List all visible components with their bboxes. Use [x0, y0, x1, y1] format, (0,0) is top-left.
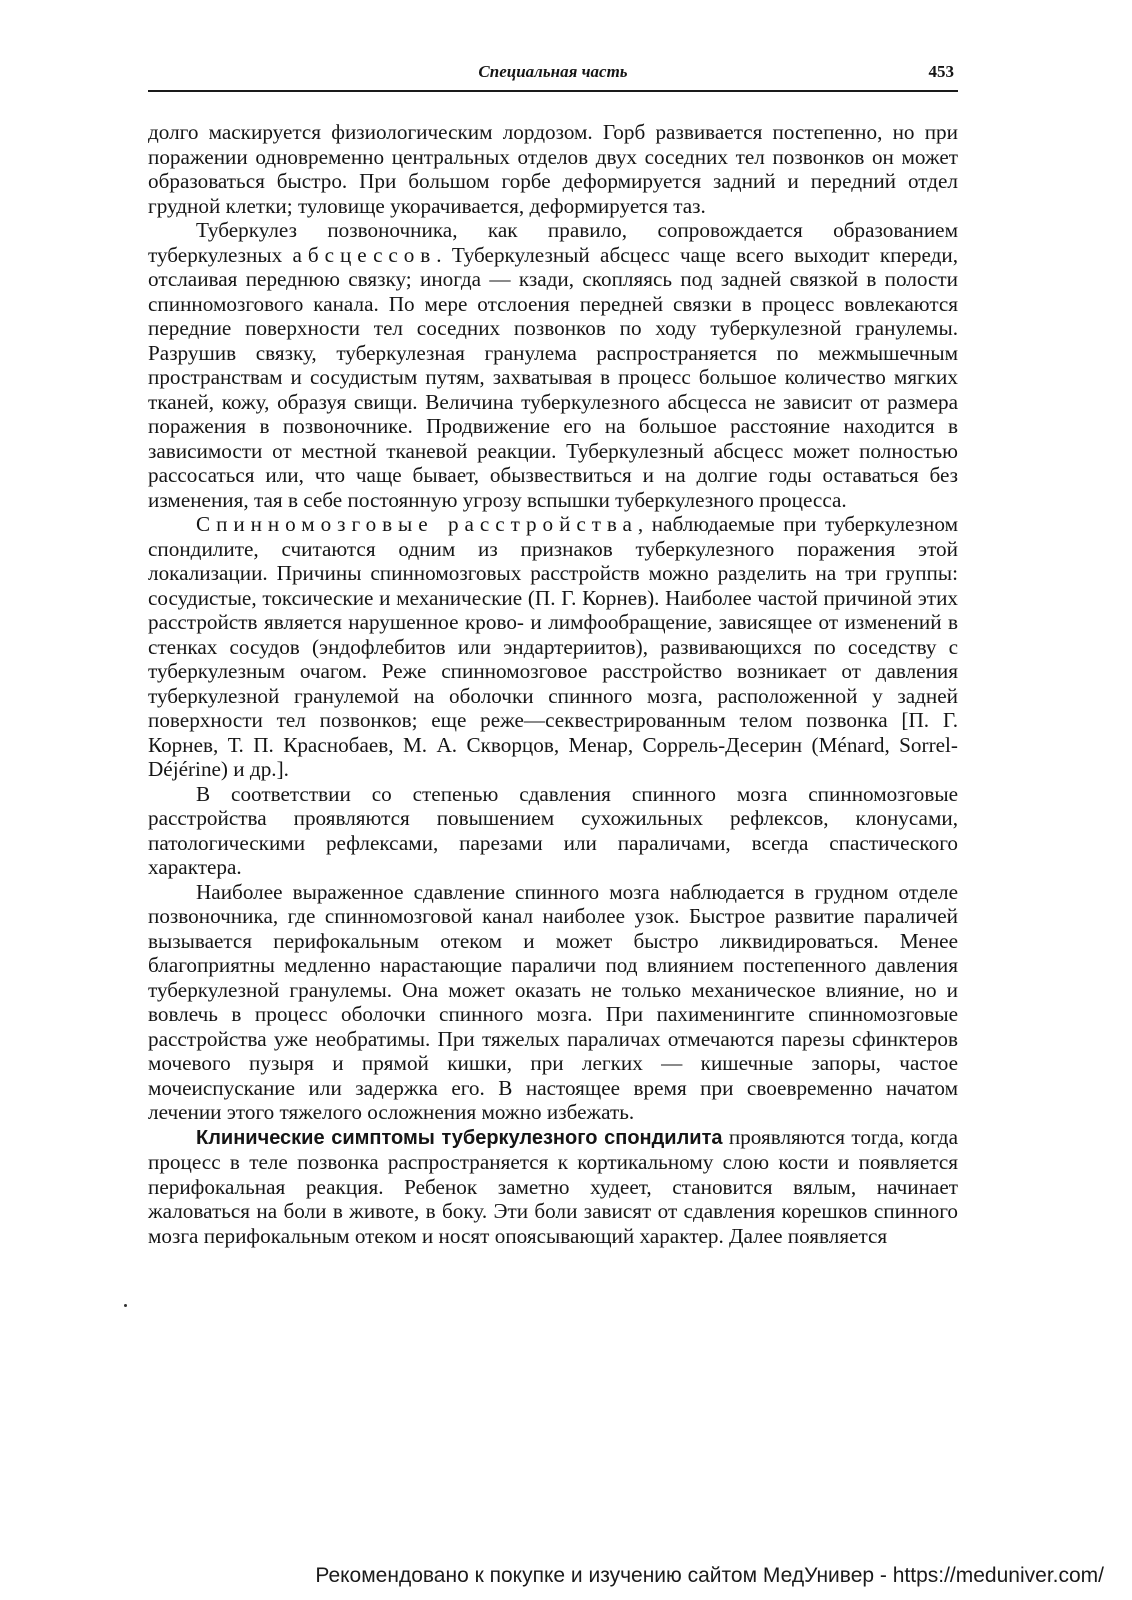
footer-watermark: Рекомендовано к покупке и изучению сайтом МедУнивер - https://meduniver.com/	[315, 1564, 1104, 1587]
paragraph-1: долго маскируется физиологическим лордозом. Горб развивается постепенно, но при поражении одновременно центральных отделов двух соседних тел позвонков он может образоваться быстро. При большом горбе деформируется задний и передний отдел грудной клетки; туловище укорачивается, деформируется таз.	[148, 120, 958, 218]
spaced-term-abscesses: абсцессов	[292, 242, 437, 267]
paragraph-3-text: , наблюдаемые при туберкулезном спондилите, считаются одним из признаков туберкулезного поражения этой локализации. Причины спинномозговых расстройств можно разделить на три группы: сосудистые, токсические и механические (П. Г. Корнев). Наиболее частой причиной этих расстройств является нарушенное крово- и лимфообращение, зависящее от изменений в стенках сосудов (эндофлебитов или эндартериитов), развивающихся по соседству с туберкулезным очагом. Реже спинномозговое расстройство возникает от давления туберкулезной гранулемой на оболочки спинного мозга, расположенной у задней поверхности тел позвонков; еще реже—секвестрированным телом позвонка [П. Г. Корнев, Т. П. Краснобаев, М. А. Скворцов, Менар, Соррель-Десерин (Ménard, Sorrel-Déjérine) и др.].	[148, 512, 958, 781]
paragraph-2-text-a: Туберкулез позвоночника, как правило, сопровождается образованием туберкулезных	[148, 218, 958, 267]
scan-speck	[124, 1304, 127, 1307]
paragraph-4: В соответствии со степенью сдавления спинного мозга спинномозговые расстройства проявляются повышением сухожильных рефлексов, клонусами, патологическими рефлексами, парезами или параличами, всегда спастического характера.	[148, 781, 958, 879]
paragraph-6-text: проявляются тогда, когда процесс в теле позвонка распространяется к кортикальному слою кости и появляется перифокальная реакция. Ребенок заметно худеет, становится вялым, начинает жаловаться на боли в животе, в боку. Эти боли зависят от сдавления корешков спинного мозга перифокальным отеком и носят опоясывающий характер. Далее появляется	[148, 1124, 958, 1248]
paragraph-2	[148, 218, 958, 512]
spaced-term-spinal-disorders: Спинномозговые расстройства	[196, 512, 638, 536]
paragraph-3	[148, 512, 958, 782]
bold-heading-clinical-symptoms: Клинические симптомы туберкулезного спондилита	[196, 1126, 723, 1149]
paragraph-5: Наиболее выраженное сдавление спинного мозга наблюдается в грудном отделе позвоночника, где спинномозговой канал наиболее узок. Быстрое развитие параличей вызывается перифокальным отеком и может быстро ликвидироваться. Менее благоприятны медленно нарастающие параличи под влиянием постепенного давления туберкулезной гранулемы. Она может оказать не только механическое влияние, но и вовлечь в процесс оболочки спинного мозга. При пахименингите спинномозговые расстройства уже необратимы. При тяжелых параличах отмечаются парезы сфинктеров мочевого пузыря и прямой кишки, при легких — кишечные запоры, частое мочеиспускание или задержка его. В настоящее время при своевременно начатом лечении этого тяжелого осложнения можно избежать.	[148, 879, 958, 1124]
page-body	[148, 120, 958, 1248]
paragraph-6	[148, 1125, 958, 1249]
page-number: 453	[928, 62, 954, 81]
paragraph-2-text-b: . Туберкулезный абсцесс чаще всего выходит кпереди, отслаивая переднюю связку; иногда — кзади, скопляясь под задней связкой в полости спинномозгового канала. По мере отслоения передней связки в процесс вовлекаются передние поверхности тел соседних позвонков по ходу туберкулезной гранулемы. Разрушив связку, туберкулезная гранулема распространяется по межмышечным пространствам и сосудистым путям, захватывая в процесс большое количество мягких тканей, кожу, образуя свищи. Величина туберкулезного абсцесса не зависит от размера поражения в позвоночнике. Продвижение его на большое расстояние находится в зависимости от местной тканевой реакции. Туберкулезный абсцесс может полностью рассосаться или, что чаще бывает, обызвествиться и на долгие годы оставаться без изменения, тая в себе постоянную угрозу вспышки туберкулезного процесса.	[148, 242, 958, 512]
page-header	[148, 60, 958, 92]
running-title: Специальная часть	[478, 62, 628, 81]
